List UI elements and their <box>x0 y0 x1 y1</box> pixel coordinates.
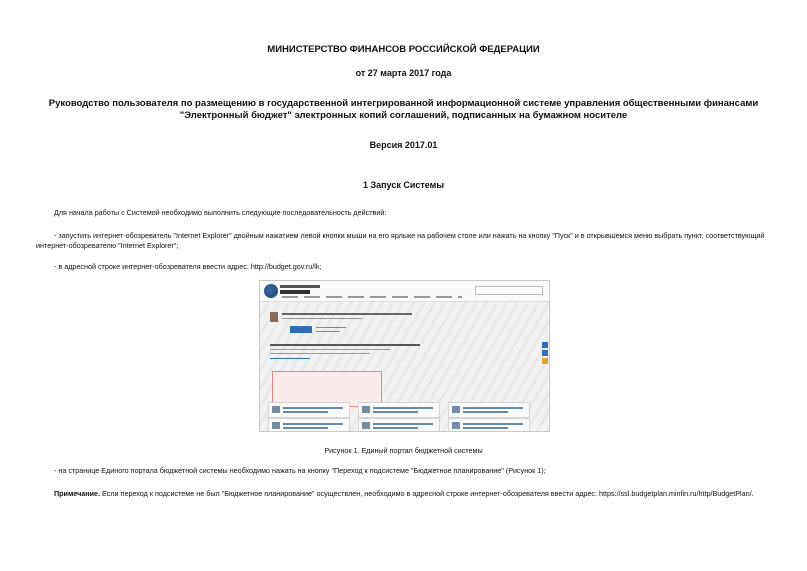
figure-text-line-2 <box>270 353 370 354</box>
figure-text-line-1 <box>270 349 390 350</box>
paragraph-navigate: - на странице Единого портала бюджетной системы необходимо нажать на кнопку "Переход к подсистеме "Бюджетное планирование" (Рисунок 1); <box>54 466 546 475</box>
paragraph-address: - в адресной строке интернет-обозревателя ввести адрес: http://budget.gov.ru/lk; <box>54 262 322 271</box>
figure-card-2 <box>358 402 440 418</box>
card-icon <box>362 406 370 413</box>
figure-logo-subtext <box>280 290 310 294</box>
figure-subtitle-line <box>282 318 362 319</box>
figure-link-line <box>270 358 310 359</box>
figure-nav-bar <box>282 296 462 298</box>
figure-header <box>260 281 549 302</box>
paragraph-note <box>54 489 754 499</box>
card-icon <box>362 422 370 429</box>
section-heading: 1 Запуск Системы <box>362 180 445 190</box>
document-date: от 27 марта 2017 года <box>355 68 452 78</box>
document-version: Версия 2017.01 <box>369 140 438 150</box>
figure-button-caption-2 <box>316 331 340 332</box>
card-icon <box>452 422 460 429</box>
figure-button-caption <box>316 327 346 328</box>
note-text: Если переход к подсистеме не был "Бюджетное планирование" осуществлен, необходимо в адресной строке интернет-обозревателя ввести адрес: https://ssl.budgetplan.minfin.ru/http/BudgetPlan/. <box>100 489 754 498</box>
portal-logo-icon <box>264 284 278 298</box>
figure-card-5 <box>358 418 440 432</box>
card-text <box>283 407 343 409</box>
card-text-2 <box>463 411 508 413</box>
figure-card-3 <box>448 402 530 418</box>
figure-side-button-2 <box>542 350 548 356</box>
figure-card-1 <box>268 402 350 418</box>
card-text-2 <box>373 411 418 413</box>
figure-logo-text <box>280 285 320 288</box>
figure-card-4 <box>268 418 350 432</box>
paragraph-intro: Для начала работы с Системой необходимо выполнить следующие последовательность действий: <box>54 208 387 217</box>
card-text <box>463 407 523 409</box>
card-text <box>283 423 343 425</box>
figure-search-box <box>475 286 543 295</box>
card-text-2 <box>463 427 508 429</box>
note-label: Примечание. <box>54 489 101 498</box>
card-text <box>463 423 523 425</box>
figure-greeting-line <box>282 313 412 315</box>
portal-screenshot-figure <box>259 280 550 432</box>
card-text <box>373 423 433 425</box>
figure-side-button-1 <box>542 342 548 348</box>
card-icon <box>272 406 280 413</box>
figure-section-title <box>270 344 420 346</box>
figure-card-6 <box>448 418 530 432</box>
figure-blue-button <box>290 326 312 333</box>
card-text <box>373 407 433 409</box>
card-icon <box>452 406 460 413</box>
figure-caption: Рисунок 1. Единый портал бюджетной системы <box>324 446 483 455</box>
figure-avatar <box>270 312 278 322</box>
figure-body <box>260 302 549 431</box>
ministry-heading: МИНИСТЕРСТВО ФИНАНСОВ РОССИЙСКОЙ ФЕДЕРАЦИИ <box>267 44 540 55</box>
card-text-2 <box>283 427 328 429</box>
card-text-2 <box>283 411 328 413</box>
card-icon <box>272 422 280 429</box>
paragraph-launch-browser: - запустить интернет-обозреватель "Internet Explorer" двойным нажатием левой кнопки мыши на его ярлыке на рабочем столе или нажать на кнопку "Пуск" и в открывшемся меню выбрать пункт, соответствующий интернет-обозревателю "Internet Explorer"; <box>36 231 765 250</box>
figure-side-button-3 <box>542 358 548 364</box>
document-title: Руководство пользователя по размещению в государственной интегрированной информационной системе управления общественными финансами "Электронный бюджет" электронных копий соглашений, подписанных на бумажном носителе <box>48 98 759 121</box>
card-text-2 <box>373 427 418 429</box>
